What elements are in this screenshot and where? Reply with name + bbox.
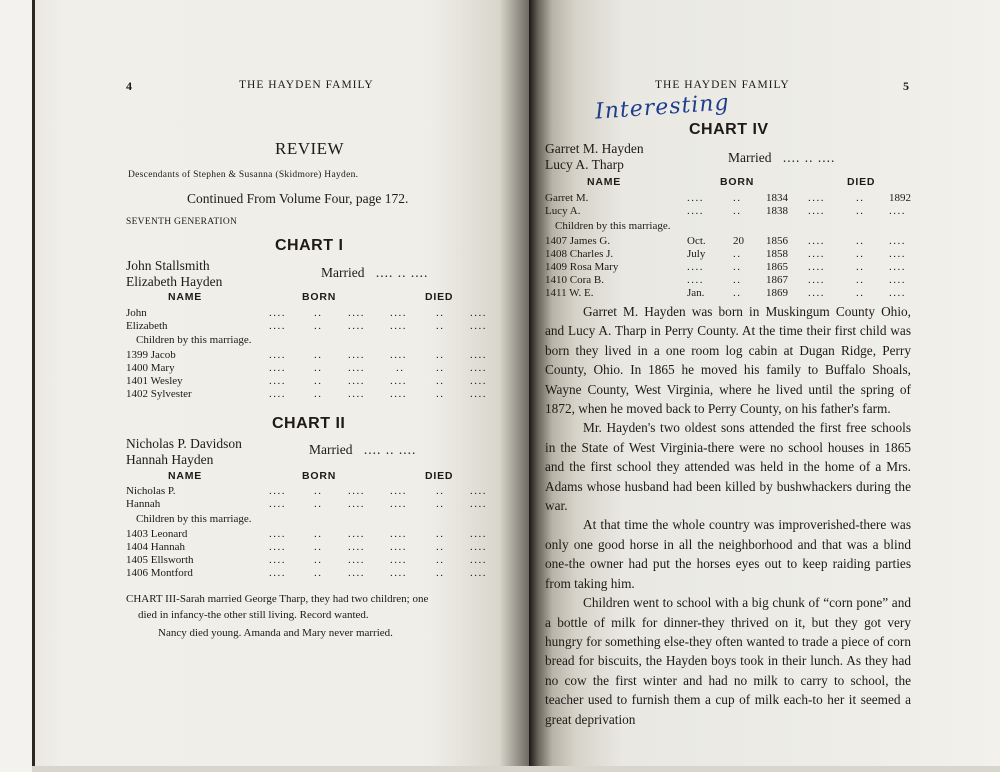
born-month: .... [269,320,286,332]
born-month: .... [687,274,704,286]
left-page [32,0,529,772]
married-label [728,150,835,166]
married-label [321,265,428,281]
died-day: .. [436,554,445,566]
husband-name: Nicholas P. Davidson [126,436,242,451]
person-name: Elizabeth [126,320,168,332]
died-month: .... [390,485,407,497]
born-day: .. [733,248,742,260]
born-day: .. [733,274,742,286]
table-row [126,485,526,499]
table-row [545,235,985,249]
child-name: 1399 Jacob [126,349,176,361]
died-month: .... [808,274,825,286]
table-row [545,287,985,301]
died-day: .. [436,349,445,361]
person-name: Garret M. [545,192,589,204]
children-label: Children by this marriage. [555,220,671,232]
died-day: .. [436,375,445,387]
table-row [126,388,526,402]
table-row [126,375,526,389]
table-row [126,307,526,321]
husband-name: John Stallsmith [126,258,210,273]
born-year: .... [348,528,365,540]
died-day: .. [856,248,865,260]
married-date-dots: .... .. .... [782,150,836,165]
born-month: .... [269,375,286,387]
married-date-dots: .... .. .... [363,442,417,457]
narrative-text [545,302,911,729]
born-day: .. [733,192,742,204]
born-month: .... [269,362,286,374]
born-month: .... [269,554,286,566]
generation-label: SEVENTH GENERATION [126,217,238,227]
died-month: .... [808,287,825,299]
born-month: July [687,248,706,260]
died-year: .... [470,388,487,400]
paragraph: Garret M. Hayden was born in Muskingum County Ohio, and Lucy A. Tharp in Perry County. At the time their first child was born they lived in a one room log cabin at Dugan Ridge, Perry County, Ohio. In 1865 he moved his family to Buffalo Shoals, Wayne County, West Virginia, where he lived until the spring of 1872, when he moved back to Perry County, on his father's farm. [545,304,911,417]
born-year: 1869 [766,287,788,299]
table-row [545,205,985,219]
husband-name: Garret M. Hayden [545,141,644,156]
died-year: .... [470,498,487,510]
died-year: .... [889,261,906,273]
born-month: Jan. [687,287,705,299]
paragraph: Mr. Hayden's two oldest sons attended the first free schools in the State of West Virginia-there were no school houses in 1865 and the first school they attended was held in the home of a Mrs. Adams whose husband had been killed by bushwhackers during the war. [545,420,911,514]
column-name: NAME [168,470,203,482]
paragraph: Children went to school with a big chunk of “corn pone” and a bottle of milk for dinner-they thrived on it, but they got very hungry for something else-they often wanted to trade a piece of corn bread for biscuits, the Hayden boys took in their lunch. As they had no cow the first winter and had no milk to carry to school, the teacher used to furnish them a cup of milk each-to her it seemed a great deprivation [545,595,911,727]
child-name: 1402 Sylvester [126,388,192,400]
person-name: Lucy A. [545,205,581,217]
died-day: .. [856,235,865,247]
died-day: .. [436,541,445,553]
child-name: 1411 W. E. [545,287,594,299]
table-row [126,541,526,555]
died-month: .... [390,528,407,540]
died-year: .... [889,287,906,299]
column-died: DIED [425,470,454,482]
chart-title: CHART I [275,237,344,254]
table-row [126,362,526,376]
born-month: .... [269,307,286,319]
born-day: .. [314,498,323,510]
born-day: .. [314,362,323,374]
died-day: .. [436,362,445,374]
column-died: DIED [847,176,876,188]
died-month: .... [390,349,407,361]
born-year: 1838 [766,205,788,217]
continued-line: Continued From Volume Four, page 172. [187,191,409,206]
born-year: 1856 [766,235,788,247]
chart-three-note-continued: died in infancy-the other still living. Record wanted. [138,609,369,621]
child-name: 1404 Hannah [126,541,185,553]
died-month: .... [808,261,825,273]
descendants-subtitle: Descendants of Stephen & Susanna (Skidmore) Hayden. [128,170,359,180]
born-month: .... [687,261,704,273]
married-text: Married [728,150,772,165]
column-born: BORN [720,176,755,188]
person-name: Hannah [126,498,161,510]
chart-title: CHART IV [689,121,769,138]
died-day: .. [856,274,865,286]
born-day: .. [314,388,323,400]
table-row [545,274,985,288]
died-day: .. [436,567,445,579]
died-day: .. [436,388,445,400]
table-row [126,528,526,542]
table-row [126,554,526,568]
chart-title: CHART II [272,415,346,432]
born-year: .... [348,375,365,387]
born-day: .. [314,541,323,553]
table-row [545,248,985,262]
died-year: .... [470,528,487,540]
died-month: .... [390,498,407,510]
born-year: .... [348,349,365,361]
paragraph: At that time the whole country was improverished-there was only one good horse in all the neighborhood and that was a blind one-the owner had put the horses eyes out to keep raiding parties from taking him. [545,517,911,591]
died-year: .... [470,375,487,387]
died-month: .... [808,205,825,217]
died-year: .... [470,349,487,361]
born-year: .... [348,388,365,400]
child-name: 1406 Montford [126,567,193,579]
died-day: .. [856,261,865,273]
child-name: 1409 Rosa Mary [545,261,619,273]
born-day: .. [314,349,323,361]
died-year: .... [889,274,906,286]
born-month: .... [269,541,286,553]
column-died: DIED [425,291,454,303]
page-number: 5 [903,79,909,93]
children-label: Children by this marriage. [136,513,252,525]
right-page [529,0,1000,772]
born-year: .... [348,541,365,553]
table-row [126,320,526,334]
born-day: .. [314,554,323,566]
died-month: .... [808,192,825,204]
nancy-note: Nancy died young. Amanda and Mary never married. [158,627,393,639]
died-day: .. [436,307,445,319]
born-month: .... [687,205,704,217]
table-row [126,567,526,581]
column-born: BORN [302,291,337,303]
born-month: .... [687,192,704,204]
child-name: 1405 Ellsworth [126,554,194,566]
born-year: .... [348,362,365,374]
died-year: .... [470,307,487,319]
born-month: .... [269,485,286,497]
column-name: NAME [587,176,622,188]
page-number: 4 [126,79,132,93]
died-year: .... [470,362,487,374]
died-month: .... [390,541,407,553]
born-year: .... [348,320,365,332]
wife-name: Hannah Hayden [126,452,214,467]
table-row [545,192,985,206]
table-row [545,261,985,275]
died-day: .. [436,320,445,332]
born-day: .. [314,320,323,332]
died-year: .... [889,235,906,247]
died-year: 1892 [889,192,911,204]
table-row [126,498,526,512]
child-name: 1407 James G. [545,235,611,247]
died-day: .. [436,498,445,510]
wife-name: Lucy A. Tharp [545,157,624,172]
table-row [126,349,526,363]
born-month: .... [269,567,286,579]
died-year: .... [470,320,487,332]
born-year: .... [348,485,365,497]
born-month: .... [269,349,286,361]
born-month: .... [269,498,286,510]
born-year: 1867 [766,274,788,286]
born-day: .. [314,528,323,540]
page-bottom-edge [32,766,1000,772]
wife-name: Elizabeth Hayden [126,274,223,289]
born-day: .. [733,261,742,273]
running-head: THE HAYDEN FAMILY [655,79,790,91]
person-name: John [126,307,147,319]
child-name: 1410 Cora B. [545,274,604,286]
died-day: .. [856,205,865,217]
married-text: Married [309,442,353,457]
born-year: .... [348,498,365,510]
died-month: .... [390,567,407,579]
died-year: .... [470,554,487,566]
born-year: .... [348,307,365,319]
column-born: BORN [302,470,337,482]
child-name: 1408 Charles J. [545,248,614,260]
running-head: THE HAYDEN FAMILY [239,79,374,91]
chart-three-note: CHART III-Sarah married George Tharp, they had two children; one [126,593,429,605]
born-day: .. [733,205,742,217]
married-date-dots: .... .. .... [375,265,429,280]
died-month: .... [390,375,407,387]
died-year: .... [470,485,487,497]
died-year: .... [470,567,487,579]
child-name: 1401 Wesley [126,375,183,387]
column-name: NAME [168,291,203,303]
died-month: .... [808,248,825,260]
died-day: .. [436,528,445,540]
married-text: Married [321,265,365,280]
born-year: .... [348,554,365,566]
born-day: .. [314,485,323,497]
died-day: .. [856,287,865,299]
died-day: .. [436,485,445,497]
child-name: 1400 Mary [126,362,175,374]
born-month: Oct. [687,235,706,247]
died-month: .. [396,362,405,374]
born-year: 1834 [766,192,788,204]
died-day: .. [856,192,865,204]
children-label: Children by this marriage. [136,334,252,346]
born-year: .... [348,567,365,579]
died-month: .... [808,235,825,247]
born-day: .. [314,567,323,579]
died-month: .... [390,388,407,400]
person-name: Nicholas P. [126,485,176,497]
died-year: .... [889,248,906,260]
died-month: .... [390,554,407,566]
died-month: .... [390,307,407,319]
born-day: .. [314,375,323,387]
review-title: REVIEW [275,139,345,158]
born-day: 20 [733,235,744,247]
died-year: .... [889,205,906,217]
child-name: 1403 Leonard [126,528,188,540]
died-year: .... [470,541,487,553]
born-month: .... [269,388,286,400]
died-month: .... [390,320,407,332]
married-label [309,442,416,458]
born-year: 1865 [766,261,788,273]
handwritten-annotation: Interesting [594,90,731,125]
born-year: 1858 [766,248,788,260]
born-month: .... [269,528,286,540]
born-day: .. [314,307,323,319]
born-day: .. [733,287,742,299]
